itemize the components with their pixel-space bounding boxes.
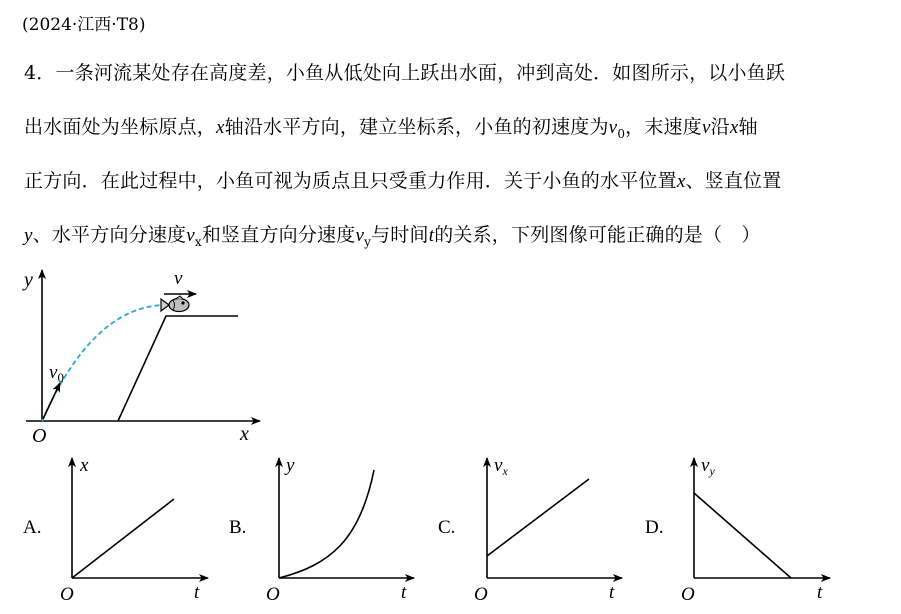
text: 轴 xyxy=(738,116,758,138)
symbol-v: v xyxy=(355,225,365,246)
option-c-y-label: $v_x$ xyxy=(494,455,508,478)
text: 的关系，下列图像可能正确的是（ ） xyxy=(434,224,761,246)
v0-arrow xyxy=(43,383,60,419)
symbol-x: x xyxy=(676,171,686,192)
option-d-t-label: t xyxy=(817,582,823,603)
option-d-y-label: $v_y$ xyxy=(701,455,715,478)
text: ，末速度 xyxy=(625,116,702,138)
symbol-v: v xyxy=(701,117,711,138)
symbol-x: x xyxy=(729,117,739,138)
option-b-y-label: y xyxy=(286,455,295,476)
option-c-t-label: t xyxy=(609,582,615,603)
symbol-y: y xyxy=(24,225,33,246)
question-source: (2024·江西·T8) xyxy=(22,15,146,35)
main-figure xyxy=(22,268,260,447)
subscript: y xyxy=(364,234,372,249)
v0-label: $v_0$ xyxy=(49,362,64,385)
symbol-v: v xyxy=(608,117,618,138)
text: 出水面处为坐标原点， xyxy=(24,116,217,138)
text: 、竖直位置 xyxy=(685,170,782,192)
option-a-origin: O xyxy=(60,584,74,605)
text: 与时间 xyxy=(371,224,429,246)
v-label: v xyxy=(174,268,183,289)
option-a-t-label: t xyxy=(194,582,200,603)
option-d-graph xyxy=(681,455,830,605)
option-a-letter[interactable]: A. xyxy=(23,517,42,538)
option-a-y-label: x xyxy=(80,455,89,476)
subscript: 0 xyxy=(617,126,626,141)
option-a-curve xyxy=(72,499,174,578)
symbol-v: v xyxy=(186,225,195,246)
option-c-graph xyxy=(474,455,622,605)
text: 正方向．在此过程中，小鱼可视为质点且只受重力作用．关于小鱼的水平位置 xyxy=(24,170,677,192)
option-c-curve xyxy=(487,479,589,556)
origin-label: O xyxy=(32,425,47,447)
option-d-letter[interactable]: D. xyxy=(645,517,664,538)
option-c-letter[interactable]: C. xyxy=(438,517,456,538)
option-d-curve xyxy=(694,493,791,578)
text: 沿 xyxy=(710,116,730,138)
option-b-origin: O xyxy=(266,584,280,605)
option-b-curve xyxy=(279,470,374,578)
option-b-graph xyxy=(266,455,414,605)
option-c-origin: O xyxy=(474,584,488,605)
riverbank-step xyxy=(118,316,238,421)
fish-icon xyxy=(161,296,189,312)
option-d-origin: O xyxy=(681,584,695,605)
option-a-graph xyxy=(60,455,208,605)
y-axis-label: y xyxy=(24,269,33,291)
subscript: x xyxy=(194,234,202,249)
question-number: 4． xyxy=(24,62,56,84)
text: 、水平方向分速度 xyxy=(32,224,187,246)
x-axis-label: x xyxy=(240,423,249,445)
question-text-1: 一条河流某处存在高度差，小鱼从低处向上跃出水面，冲到高处．如图所示，以小鱼跃 xyxy=(55,62,786,84)
symbol-x: x xyxy=(216,117,225,138)
option-b-letter[interactable]: B. xyxy=(229,517,247,538)
symbol-t: t xyxy=(428,225,435,246)
text: 和竖直方向分速度 xyxy=(201,224,356,246)
option-b-t-label: t xyxy=(401,582,407,603)
text: 轴沿水平方向，建立坐标系，小鱼的初速度为 xyxy=(224,116,609,138)
